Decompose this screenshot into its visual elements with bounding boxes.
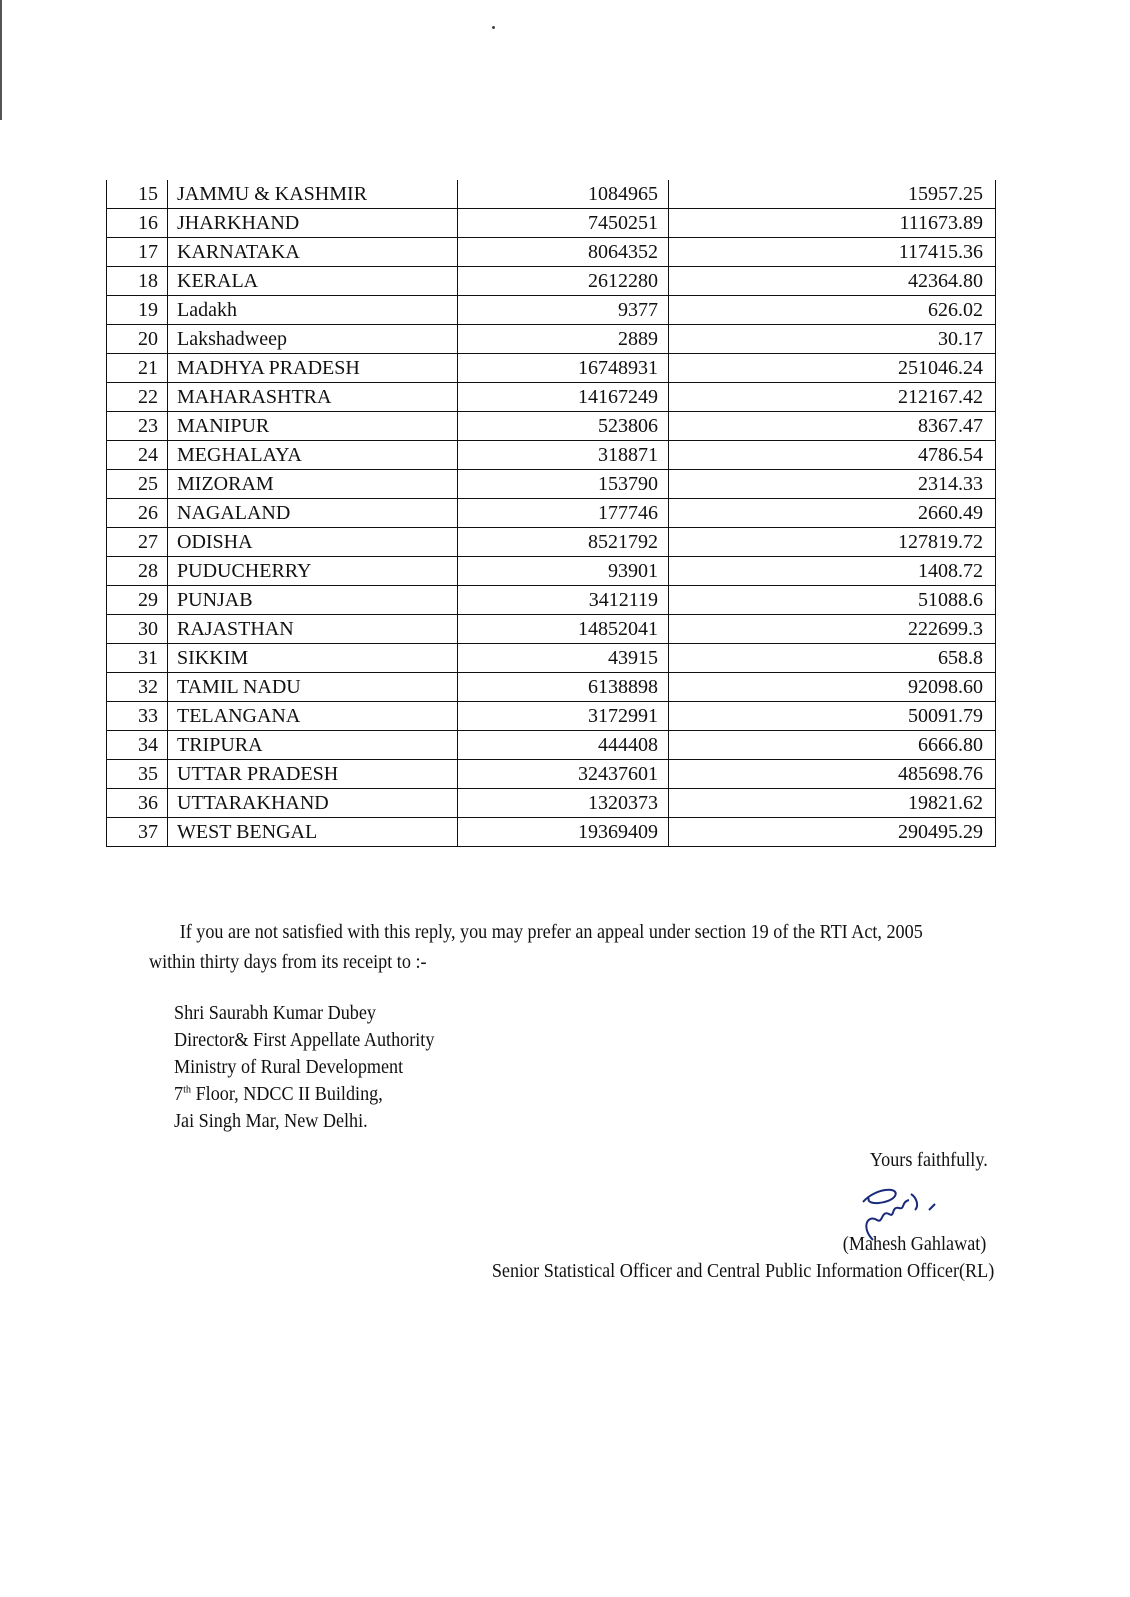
table-row: [107, 528, 996, 557]
row-value-1: 1320373: [458, 789, 669, 818]
row-state-name: UTTARAKHAND: [168, 789, 458, 818]
row-serial: 19: [107, 296, 168, 325]
row-value-1: 1084965: [458, 180, 669, 209]
floor-building: Floor, NDCC II Building,: [191, 1084, 383, 1105]
row-value-2: 626.02: [669, 296, 996, 325]
row-serial: 21: [107, 354, 168, 383]
row-serial: 27: [107, 528, 168, 557]
row-state-name: PUNJAB: [168, 586, 458, 615]
signer-title: Senior Statistical Officer and Central Public Information Officer(RL): [491, 1261, 994, 1282]
row-serial: 25: [107, 470, 168, 499]
table-row: [107, 557, 996, 586]
row-serial: 18: [107, 267, 168, 296]
row-value-2: 117415.36: [669, 238, 996, 267]
row-serial: 30: [107, 615, 168, 644]
row-value-1: 6138898: [458, 673, 669, 702]
row-value-2: 15957.25: [669, 180, 996, 209]
row-value-2: 127819.72: [669, 528, 996, 557]
row-serial: 17: [107, 238, 168, 267]
closing-salutation: Yours faithfully.: [870, 1150, 988, 1171]
table-row: [107, 818, 996, 847]
table-row: [107, 499, 996, 528]
appeal-paragraph: If you are not satisfied with this reply, you may prefer an appeal under section 19 of the RTI Act, 2005 within thirty days from its receipt to :-: [149, 922, 923, 973]
row-serial: 34: [107, 731, 168, 760]
row-serial: 35: [107, 760, 168, 789]
row-value-2: 30.17: [669, 325, 996, 354]
table-row: [107, 296, 996, 325]
row-state-name: MANIPUR: [168, 412, 458, 441]
table-row: [107, 702, 996, 731]
row-value-2: 50091.79: [669, 702, 996, 731]
authority-name: Shri Saurabh Kumar Dubey: [174, 1003, 376, 1024]
table-row: [107, 383, 996, 412]
row-value-1: 8064352: [458, 238, 669, 267]
table-row: [107, 789, 996, 818]
table-row: [107, 615, 996, 644]
floor-number: 7: [174, 1084, 184, 1105]
row-value-2: 212167.42: [669, 383, 996, 412]
row-value-1: 19369409: [458, 818, 669, 847]
table-row: [107, 180, 996, 209]
row-serial: 28: [107, 557, 168, 586]
table-row: [107, 412, 996, 441]
signer-name: (Mahesh Gahlawat): [842, 1234, 986, 1255]
row-value-1: 8521792: [458, 528, 669, 557]
row-value-2: 222699.3: [669, 615, 996, 644]
row-value-1: 444408: [458, 731, 669, 760]
table-row: [107, 586, 996, 615]
row-serial: 31: [107, 644, 168, 673]
row-value-2: 251046.24: [669, 354, 996, 383]
row-value-1: 177746: [458, 499, 669, 528]
table-row: [107, 673, 996, 702]
row-value-1: 153790: [458, 470, 669, 499]
table-row: [107, 267, 996, 296]
row-value-1: 523806: [458, 412, 669, 441]
table-row: [107, 354, 996, 383]
row-value-2: 4786.54: [669, 441, 996, 470]
table-row: [107, 209, 996, 238]
row-state-name: MIZORAM: [168, 470, 458, 499]
row-value-2: 8367.47: [669, 412, 996, 441]
row-state-name: MEGHALAYA: [168, 441, 458, 470]
row-value-2: 2660.49: [669, 499, 996, 528]
row-value-2: 51088.6: [669, 586, 996, 615]
row-state-name: ODISHA: [168, 528, 458, 557]
row-state-name: Ladakh: [168, 296, 458, 325]
row-state-name: Lakshadweep: [168, 325, 458, 354]
row-serial: 20: [107, 325, 168, 354]
scan-dot: [492, 26, 495, 29]
row-state-name: WEST BENGAL: [168, 818, 458, 847]
scan-edge-line: [0, 0, 2, 120]
row-value-2: 92098.60: [669, 673, 996, 702]
row-state-name: JHARKHAND: [168, 209, 458, 238]
table-row: [107, 760, 996, 789]
row-value-2: 1408.72: [669, 557, 996, 586]
row-state-name: MADHYA PRADESH: [168, 354, 458, 383]
row-serial: 26: [107, 499, 168, 528]
row-value-2: 290495.29: [669, 818, 996, 847]
row-value-1: 93901: [458, 557, 669, 586]
table-row: [107, 731, 996, 760]
row-value-1: 43915: [458, 644, 669, 673]
row-value-1: 9377: [458, 296, 669, 325]
row-serial: 15: [107, 180, 168, 209]
row-value-1: 3412119: [458, 586, 669, 615]
row-value-1: 3172991: [458, 702, 669, 731]
row-value-2: 42364.80: [669, 267, 996, 296]
state-data-table: [106, 180, 996, 847]
authority-floor: [174, 1081, 434, 1108]
row-value-1: 14167249: [458, 383, 669, 412]
row-serial: 37: [107, 818, 168, 847]
table-row: [107, 325, 996, 354]
row-state-name: MAHARASHTRA: [168, 383, 458, 412]
row-serial: 16: [107, 209, 168, 238]
row-value-1: 32437601: [458, 760, 669, 789]
row-state-name: KERALA: [168, 267, 458, 296]
row-value-2: 111673.89: [669, 209, 996, 238]
row-value-1: 7450251: [458, 209, 669, 238]
row-value-2: 658.8: [669, 644, 996, 673]
table-row: [107, 238, 996, 267]
row-state-name: PUDUCHERRY: [168, 557, 458, 586]
row-value-2: 485698.76: [669, 760, 996, 789]
row-value-1: 16748931: [458, 354, 669, 383]
row-serial: 29: [107, 586, 168, 615]
row-state-name: JAMMU & KASHMIR: [168, 180, 458, 209]
row-state-name: TELANGANA: [168, 702, 458, 731]
authority-city: Jai Singh Mar, New Delhi.: [174, 1111, 368, 1132]
row-value-1: 318871: [458, 441, 669, 470]
row-serial: 33: [107, 702, 168, 731]
row-state-name: NAGALAND: [168, 499, 458, 528]
row-serial: 24: [107, 441, 168, 470]
row-serial: 32: [107, 673, 168, 702]
row-state-name: TRIPURA: [168, 731, 458, 760]
table-row: [107, 644, 996, 673]
row-state-name: RAJASTHAN: [168, 615, 458, 644]
handwritten-signature: [855, 1180, 945, 1242]
row-state-name: KARNATAKA: [168, 238, 458, 267]
authority-designation: Director& First Appellate Authority: [174, 1030, 435, 1051]
row-value-2: 6666.80: [669, 731, 996, 760]
row-serial: 36: [107, 789, 168, 818]
row-value-1: 2612280: [458, 267, 669, 296]
row-serial: 23: [107, 412, 168, 441]
row-state-name: UTTAR PRADESH: [168, 760, 458, 789]
appellate-authority-address: [174, 1000, 434, 1135]
row-serial: 22: [107, 383, 168, 412]
table-row: [107, 470, 996, 499]
floor-superscript: th: [183, 1083, 192, 1096]
row-state-name: TAMIL NADU: [168, 673, 458, 702]
row-value-1: 2889: [458, 325, 669, 354]
row-state-name: SIKKIM: [168, 644, 458, 673]
table-row: [107, 441, 996, 470]
authority-ministry: Ministry of Rural Development: [174, 1057, 404, 1078]
row-value-2: 2314.33: [669, 470, 996, 499]
row-value-1: 14852041: [458, 615, 669, 644]
row-value-2: 19821.62: [669, 789, 996, 818]
